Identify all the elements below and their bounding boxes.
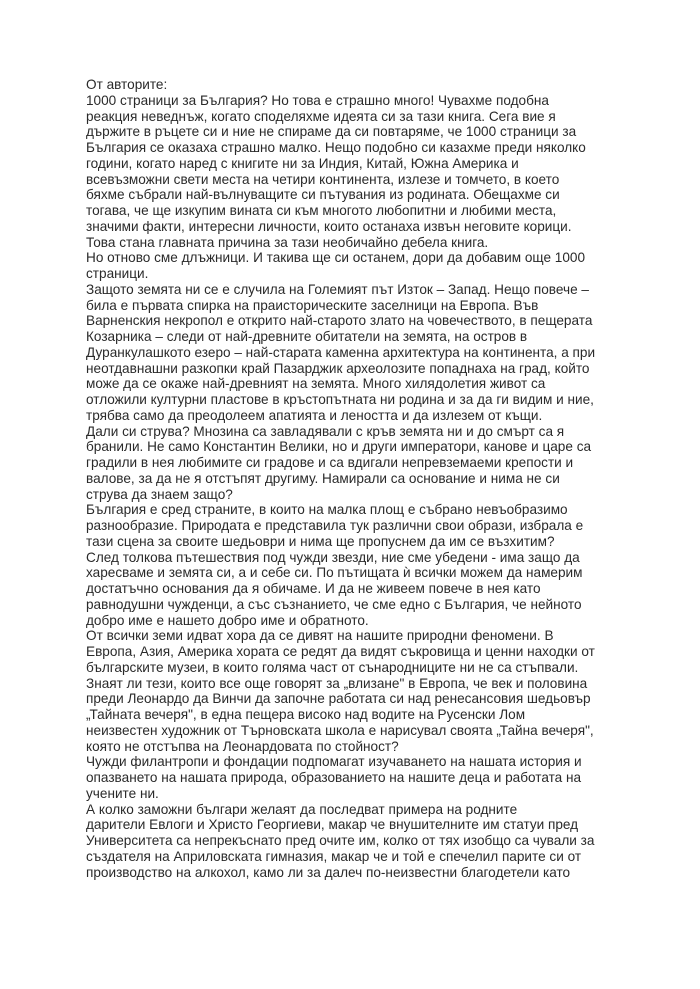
text-line: години, когато наред с книгите ни за Индия, Китай, Южна Америка и [86,155,519,171]
text-line: А колко заможни българи желаят да последват примера на родните [86,801,518,817]
text-line: България се оказаха страшно малко. Нещо подобно си казахме преди няколко [86,140,586,155]
text-line: трябва само да преодолеем апатията и леността и да излезем от къщи. [86,407,543,423]
text-line: учените ни. [86,785,159,801]
text-line: Варненския некропол е открито най-старото злато на човечеството, в пещерата [86,313,593,329]
text-line: била е първата спирка на праисторическите заселници на Европа. Във [86,297,539,313]
text-line: От всички земи идват хора да се дивят на нашите природни феномени. В [86,628,554,644]
text-line: тогава, че ще изкупим вината си към многото любопитни и любими места, [86,203,557,218]
text-line: 1000 страници за България? Но това е страшно много! Чувахме подобна [86,92,549,108]
text-line: „Тайната вечеря", в една пещера високо над водите на Русенски Лом [86,707,526,722]
text-line: Дуранкулашкото езеро – най-старата каменна архитектура на континента, а при [86,344,596,360]
text-line: Чужди филантропи и фондации подпомагат изучаването на нашата история и [86,754,582,770]
text-line: реакция неведнъж, когато споделяхме идеята си за тази книга. Сега вие я [86,108,556,124]
text-line: производство на алкохол, камо ли за далеч по-неизвестни благодетели като [86,864,571,880]
text-line: харесваме и земята си, а и себе си. По пътищата ѝ всички можем да намерим [86,565,583,581]
text-line: Знаят ли тези, които все още говорят за „влизане" в Европа, че век и половина [86,675,588,691]
text-line: бранили. Не само Константин Велики, но и други императори, канове и царе са [86,439,592,455]
text-line: Дали си струва? Мнозина са завладявали с кръв земята ни и до смърт са я [86,423,565,439]
text-line: Защото земята ни се е случила на Големият път Изток – Запад. Нещо повече – [86,281,589,297]
text-line: дарители Евлоги и Христо Георгиеви, макар че внушителните им статуи пред [86,817,579,833]
text-line: която не отстъпва на Леонардовата по стойност? [86,738,399,754]
text-line: неизвестен художник от Търновската школа е нарисувал своята „Тайна вечеря", [86,722,594,738]
text-line: страници. [86,266,149,281]
text-line: разнообразие. Природата е представила тук различни свои образи, избрала е [86,518,584,533]
text-line: българските музеи, в които голяма част от сънародниците ни не са стъпвали. [86,659,579,675]
text-line: валове, за да не я отстъпят другиму. Намирали са основание и нима не си [86,470,560,486]
text-line: всевъзможни свети места на четири континента, излезе и томчето, в което [86,171,560,187]
text-line: градили в нея любимите си градове и са вдигали непревземаеми крепости и [86,455,574,470]
text-line: отложили културни пластове в кръстопътната ни родина и за да ги видим и ние, [86,392,594,407]
text-line: достатъчно основания да я обичаме. И да не живеем повече в нея като [86,581,541,596]
text-line: създателя на Априловската гимназия, макар че и той е спечелил парите си от [86,848,582,864]
text-line: След толкова пътешествия под чужди звезди, ние сме убедени - има защо да [86,549,580,565]
text-line: преди Леонардо да Винчи да започне работата си над ренесансовия шедьовър [86,691,591,707]
text-line: значими факти, интересни личности, които останаха извън неговите корици. [86,218,572,234]
text-line: може да се окаже най-древният на земята. Много хилядолетия живот са [86,376,546,392]
text-line: бяхме събрали най-вълнуващите си пътувания из родината. Обещахме си [86,187,560,203]
text-line: опазването на нашата природа, образованието на нашите деца и работата на [86,770,582,785]
text-line: добро име е нашето добро име и обратното. [86,612,369,628]
document-text [86,77,626,880]
text-line: Европа, Азия, Америка хората се редят да видят съкровища и ценни находки от [86,644,595,659]
text-line: държите в ръцете си и ние не спираме да си повтаряме, че 1000 страници за [86,124,577,140]
text-line: тази сцена за своите шедьоври и нима ще пропуснем да им се възхитим? [86,533,555,549]
text-line: Това стана главната причина за тази необичайно дебела книга. [86,234,489,250]
text-line: струва да знаем защо? [86,486,233,502]
text-line: Университета са непрекъснато пред очите им, колко от тях изобщо са чували за [86,833,595,848]
text-line: От авторите: [86,77,168,92]
text-line: България е сред страните, в които на малка площ е събрано невъобразимо [86,502,568,518]
text-line: неотдавнашни разкопки край Пазарджик археолозите попаднаха на град, който [86,360,590,376]
text-line: равнодушни чужденци, а със съзнанието, че сме едно с България, че нейното [86,596,582,612]
text-line: Козарника – следи от най-древните обитатели на земята, на остров в [86,329,528,344]
text-line: Но отново сме длъжници. И такива ще си останем, дори да добавим още 1000 [86,250,586,266]
